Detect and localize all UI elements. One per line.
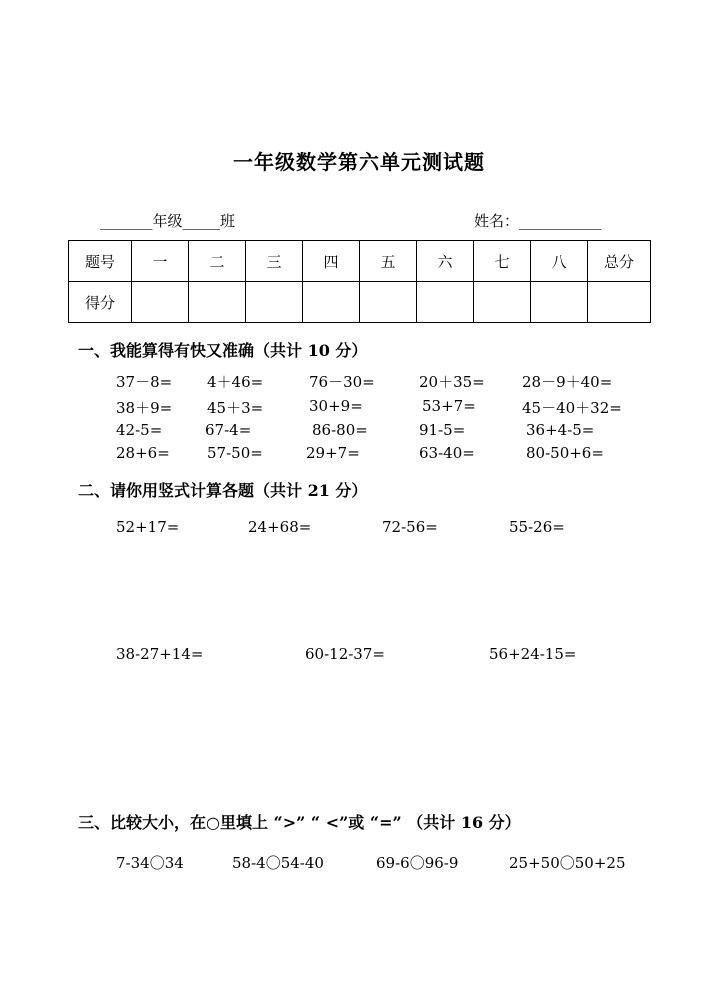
expression: 45＋3= xyxy=(207,399,264,417)
header-cell: 总分 xyxy=(588,241,651,282)
expression: 28+6= xyxy=(116,444,170,462)
header-cell: 五 xyxy=(360,241,417,282)
header-cell: 一 xyxy=(132,241,189,282)
expression: 38＋9= xyxy=(116,399,173,417)
class-info xyxy=(100,210,235,231)
vertical-calc-problem: 72-56= xyxy=(382,518,438,536)
header-cell: 三 xyxy=(246,241,303,282)
expression: 45－40＋32= xyxy=(522,399,622,417)
expression: 80-50+6= xyxy=(526,444,604,462)
expression: 63-40= xyxy=(419,444,475,462)
score-cell[interactable] xyxy=(360,282,417,323)
header-cell: 六 xyxy=(417,241,474,282)
vertical-calc-problem: 52+17= xyxy=(116,518,180,536)
expression: 28－9＋40= xyxy=(522,373,613,391)
header-cell: 二 xyxy=(189,241,246,282)
grade-blank: _______ xyxy=(100,212,153,230)
score-cell[interactable] xyxy=(303,282,360,323)
expression: 20＋35= xyxy=(419,373,485,391)
expression: 76－30= xyxy=(309,373,375,391)
score-cell[interactable] xyxy=(246,282,303,323)
section3-heading: 三、比较大小，在○里填上 “>” “ <”或 “=” （共计 16 分） xyxy=(78,813,521,832)
header-cell: 四 xyxy=(303,241,360,282)
vertical-calc-problem: 38-27+14= xyxy=(116,645,204,663)
comparison-item: 69-6〇96-9 xyxy=(376,854,459,872)
vertical-calc-problem: 56+24-15= xyxy=(489,645,577,663)
score-cell[interactable] xyxy=(132,282,189,323)
score-table-score-row xyxy=(69,282,651,323)
grade-label: 年级 xyxy=(152,212,183,230)
expression: 57-50= xyxy=(207,444,263,462)
score-table-header-row xyxy=(69,241,651,282)
comparison-item: 25+50〇50+25 xyxy=(509,854,626,872)
expression: 86-80= xyxy=(312,421,368,439)
vertical-calc-problem: 60-12-37= xyxy=(305,645,385,663)
expression: 4＋46= xyxy=(207,373,264,391)
vertical-calc-problem: 55-26= xyxy=(509,518,565,536)
class-label: 班 xyxy=(220,212,236,230)
header-cell: 题号 xyxy=(69,241,132,282)
expression: 67-4= xyxy=(205,421,252,439)
class-blank: _____ xyxy=(182,212,221,230)
expression: 42-5= xyxy=(116,421,163,439)
comparison-item: 58-4〇54-40 xyxy=(232,854,324,872)
page-title: 一年级数学第六单元测试题 xyxy=(233,150,485,174)
score-cell[interactable] xyxy=(531,282,588,323)
score-table xyxy=(68,240,651,323)
score-row-label: 得分 xyxy=(69,282,132,323)
expression: 30+9= xyxy=(309,397,363,415)
expression: 53+7= xyxy=(422,397,476,415)
score-cell[interactable] xyxy=(417,282,474,323)
name-info xyxy=(474,210,602,231)
expression: 29+7= xyxy=(306,444,360,462)
header-cell: 七 xyxy=(474,241,531,282)
score-cell[interactable] xyxy=(474,282,531,323)
vertical-calc-problem: 24+68= xyxy=(248,518,312,536)
name-blank: ___________ xyxy=(519,212,602,230)
score-cell[interactable] xyxy=(189,282,246,323)
comparison-item: 7-34〇34 xyxy=(116,854,184,872)
name-label: 姓名： xyxy=(474,212,520,230)
expression: 91-5= xyxy=(419,421,466,439)
section1-heading: 一、我能算得有快又准确（共计 10 分） xyxy=(78,341,368,360)
header-cell: 八 xyxy=(531,241,588,282)
score-cell[interactable] xyxy=(588,282,651,323)
expression: 36+4-5= xyxy=(526,421,595,439)
section2-heading: 二、请你用竖式计算各题（共计 21 分） xyxy=(78,481,368,500)
expression: 37－8= xyxy=(116,373,173,391)
